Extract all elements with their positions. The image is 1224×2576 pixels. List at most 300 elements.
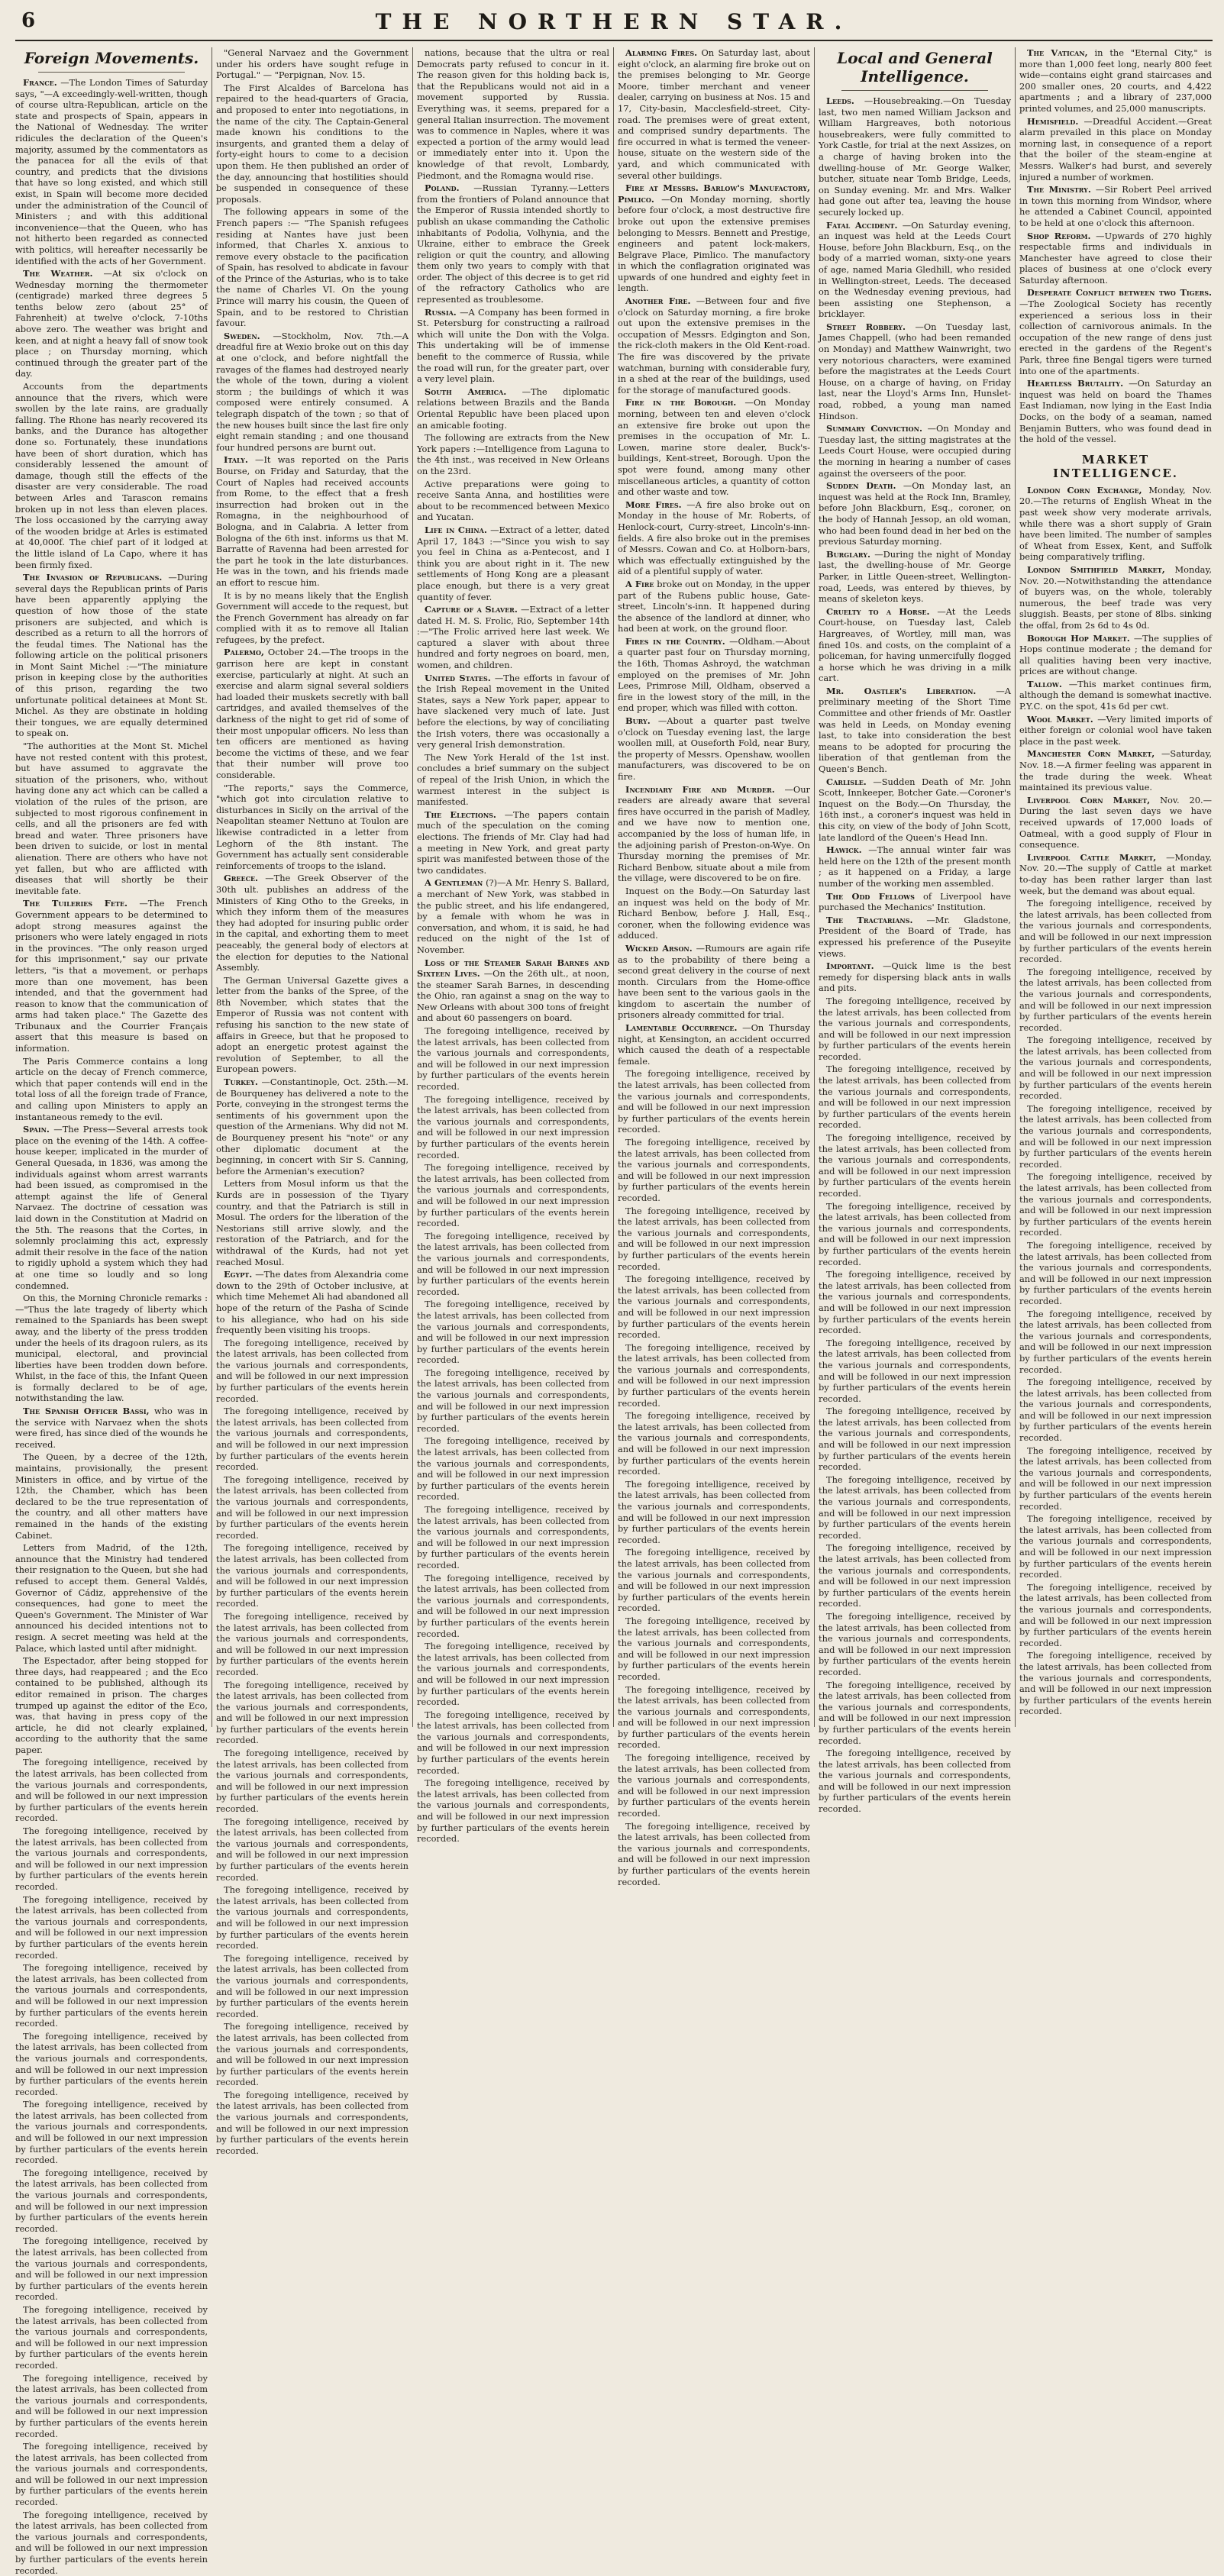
continued-text: The foregoing intelligence, received by the latest arrivals, has been collected from the various journals and correspondents, and will be followed in our next impression by further particulars of the events herein recorded. [417,1572,609,1639]
article-text: —On Thursday night, at Kensington, an accident occurred which caused the death of a respectable female. [618,1022,810,1067]
article-paragraph [1019,633,1212,677]
article-lead: Wool Market. [1027,713,1093,725]
article-lead: Greece. [224,873,259,884]
column-rule [613,47,614,1727]
article-paragraph [1019,564,1212,631]
article-lead: The Tractarians. [826,914,913,925]
continued-text: The foregoing intelligence, received by the latest arrivals, has been collected from the various journals and correspondents, and will be followed in our next impression by further particulars of the events herein recorded. [618,1410,810,1477]
article-text: Nov. 20.—During the last seven days we have received upwards of 17,000 loads of Oatmeal, with a good supply of Flour in consequence. [1019,794,1212,851]
article-paragraph [216,331,409,454]
article-text: —Oldham.—About a quarter past four on Thursday morning, the 16th, Thomas Ashroyd, the watchman employed on the premises of Mr. John Lees, Primrose Mill, Oldham, observed a fire in the lowest story of the mill, in the end proper, which was filled with cotton. [618,635,810,714]
article-paragraph [1019,748,1212,792]
article-paragraph [819,776,1011,844]
article-lead: Carlisle. [826,776,867,787]
article-lead: United States. [425,672,491,683]
article-paragraph [618,499,810,577]
article-lead: Manchester Corn Market, [1027,748,1155,760]
column-4 [618,47,811,1887]
continued-text: The foregoing intelligence, received by the latest arrivals, has been collected from the various journals and correspondents, and will be followed in our next impression by further particulars of the events herein recorded. [1019,1650,1212,1717]
article-paragraph [1019,679,1212,712]
article-lead: Palermo, [224,647,264,658]
article-lead: The Tuileries Fete. [23,898,128,909]
article-text: —The diplomatic relations between Brazils and the Banda Oriental Republic have been placed upon an amicable footing. [417,386,609,431]
article-paragraph [618,295,810,395]
continued-text: The foregoing intelligence, received by the latest arrivals, has been collected from the various journals and correspondents, and will be followed in our next impression by further particulars of the events herein recorded. [15,2441,208,2508]
article-paragraph [216,47,409,81]
article-text: The German Universal Gazette gives a letter from the banks of the Spree, of the 8th November, which states that the Emperor of Russia was not content with refusing his sanction to the new state of affairs in Greece, but that he proposed to adopt an energetic protest against the revolution of September, to all the European powers. [216,974,409,1075]
article-text: —On Tuesday last, James Chappell, (who had been remanded on Monday) and Matthew Wainwright, two very notorious characters, were examined before the magistrates at the Leeds Court House, on a charge of having, on Friday last, near the Lloyd's Arms Inn, Hunslet-road, robbed, a young man named Hindson. [819,321,1012,421]
article-lead: A Fire [625,578,654,589]
article-text: —A preliminary meeting of the Short Time Committee and other friends of Mr. Oastler was held in Leeds, on Monday evening last, to take into consideration the best means to be adopted for procuring the liberation of that gentleman from the Queen's Bench. [819,685,1011,775]
article-text: —This market continues firm, although the demand is somewhat inactive. P.Y.C. on the spot, 41s 6d per cwt. [1019,678,1212,712]
article-lead: London Corn Exchange, [1027,484,1142,496]
article-lead: Mr. Oastler's Liberation. [826,685,977,696]
article-paragraph [15,268,208,379]
article-text: —Sir Robert Peel arrived in town this morning from Windsor, where he attended a Cabinet Council, appointed to be held at one o'clock this afternoon. [1019,184,1212,228]
heading-rule [38,72,185,73]
article-paragraph [1019,714,1212,747]
continued-text: The foregoing intelligence, received by the latest arrivals, has been collected from the various journals and correspondents, and will be followed in our next impression by further particulars of the events herein recorded. [15,1757,208,1824]
article-paragraph [216,647,409,780]
article-paragraph [417,525,609,602]
continued-text: The foregoing intelligence, received by the latest arrivals, has been collected from the various journals and correspondents, and will be followed in our next impression by further particulars of the events herein recorded. [618,1205,810,1272]
article-text: —The dates from Alexandria come down to the 29th of October inclusive, at which time Mehemet Ali had abandoned all hope of the return of the Pasha of Scinde to his allegiance, who had on his side frequently been visiting his troops. [216,1269,409,1336]
article-paragraph [15,77,208,266]
article-text: —Extract of a letter, dated April 17, 1843 :—"Since you wish to say you feel in China as a-Pentecost, and I think you are about right in it. The new settlements of Hong Kong are a pleasant place enough, but there is a very great quantity of fever. [417,524,610,602]
article-text: —It was reported on the Paris Bourse, on Friday and Saturday, that the Court of Naples had received accounts from Rome, to the effect that a fresh insurrection had broken out in the Romagna, in the neighbourhood of Bologna, and in Calabria. A letter from Bologna of the 6th inst. informs us that M. Barratte of Ravenna had been arrested for the part he took in the late disturbances. He was in the town, and his friends made an effort to rescue him. [216,454,409,588]
article-text: On Saturday last, about eight o'clock, an alarming fire broke out on the premises belonging to Mr. George Moore, timber merchant and veneer dealer, carrying on business at Nos. 15 and 17, City-basin, Macclesfield-street, City-road. The premises were of great extent, and comprised sundry departments. The fire occurred in what is termed the veneer-house, situate on the western side of the yard, and which communicated with several other buildings. [618,47,810,181]
article-lead: A Gentleman [425,877,483,889]
continued-text: The foregoing intelligence, received by the latest arrivals, has been collected from the various journals and correspondents, and will be followed in our next impression by further particulars of the events herein recorded. [819,1406,1011,1473]
article-paragraph [618,784,810,884]
article-paragraph [819,686,1011,775]
article-paragraph [417,957,609,1025]
article-text: —Russian Tyranny.—Letters from the frontiers of Poland announce that the Emperor of Russia intended shortly to publish an ukase commanding the Catholic inhabitants of Podolia, Volhynia, and the Ukraine, either to embrace the Greek religion or quit the country, and allowing them only two years to comply with that order. The object of this decree is to get rid of the refractory Catholics who are represented as troublesome. [417,182,609,305]
article-paragraph [417,479,609,523]
article-text: On this, the Morning Chronicle remarks :—"Thus the late tragedy of liberty which remained to the Spaniards has been swept away, and the liberty of the press trodden under the heels of its dragoon rulers, as its municipal, electoral, and provincial liberties have been trodden down before. Whilst, in the face of this, the Infant Queen is formally declared to be of age, notwithstanding the law. [15,1293,208,1404]
continued-text: The foregoing intelligence, received by the latest arrivals, has been collected from the various journals and correspondents, and will be followed in our next impression by further particulars of the events herein recorded. [1019,1513,1212,1580]
continued-text: The foregoing intelligence, received by the latest arrivals, has been collected from the various journals and correspondents, and will be followed in our next impression by further particulars of the events herein recorded. [1019,1035,1212,1102]
article-text: The First Alcaldes of Barcelona has repaired to the head-quarters of Gracia, and proposed to enter into negotiations, in the name of the city. The Captain-General made known his conditions to the insurgents, and granted them a delay of forty-eight hours to come to a decision upon them. He then published an order of the day, announcing that hostilities should be suspended in consequence of these proposals. [216,82,409,205]
article-text: —On Saturday an inquest was held on board the Thames East Indiaman, now lying in the East India Docks, on the body of a seaman, named Benjamin Butters, who was found dead in the hold of the vessel. [1019,378,1212,445]
article-paragraph [417,307,609,385]
article-paragraph [15,1406,208,1450]
article-lead: The Vatican, [1027,47,1088,58]
continued-text: The foregoing intelligence, received by the latest arrivals, has been collected from the various journals and correspondents, and will be followed in our next impression by further particulars of the events herein recorded. [417,1504,609,1570]
continued-text: The foregoing intelligence, received by the latest arrivals, has been collected from the various journals and correspondents, and will be followed in our next impression by further particulars of the events herein recorded. [15,2303,208,2371]
article-lead: Desperate Conflict between two Tigers. [1027,287,1212,299]
article-paragraph [618,47,810,181]
column-1 [15,47,208,2576]
continued-text: The foregoing intelligence, received by the latest arrivals, has been collected from the various journals and correspondents, and will be followed in our next impression by further particulars of the events herein recorded. [216,1337,409,1404]
article-lead: The Spanish Officer Bassi, [23,1406,150,1417]
article-text: Active preparations were going to receive Santa Anna, and hostilities were about to be recommenced between Mexico and Yucatan. [417,478,609,523]
continued-text: The foregoing intelligence, received by the latest arrivals, has been collected from the various journals and correspondents, and will be followed in our next impression by further particulars of the events herein recorded. [216,1474,409,1541]
continued-text: The foregoing intelligence, received by the latest arrivals, has been collected from the various journals and correspondents, and will be followed in our next impression by further particulars of the events herein recorded. [417,1025,609,1093]
market-intelligence-heading: MARKET INTELLIGENCE. [1053,452,1178,480]
column-rule [1015,47,1016,1727]
article-lead: Street Robbery. [826,321,906,332]
continued-text: The foregoing intelligence, received by the latest arrivals, has been collected from the various journals and correspondents, and will be followed in our next impression by further particulars of the events herein recorded. [417,1777,609,1845]
article-lead: Important. [826,960,874,972]
article-text: —Between four and five o'clock on Saturday morning, a fire broke out upon the extensive premises in the occupation of Messrs. Edgington and Son, the rick-cloth makers in the Old Kent-road. The fire was discovered by the private watchman, burning with considerable fury, in a shed at the rear of the buildings, used for the storage of manufactured goods. [618,295,810,395]
article-text: —The Greek Observer of the 30th ult. publishes an address of the Ministers of King Otho to the Greeks, in which they inform them of the measures they had adopted for insuring public order in the capital, and exhorting them to meet peaceably, the general body of electors at the election for deputies to the National Assembly. [216,873,409,973]
article-lead: Wicked Arson. [625,942,693,954]
article-text: The Queen, by a decree of the 12th, maintains, provisionally, the present Ministers in office, and by virtue of the 12th, the Chamber, which has been declared to be the true representation of the country, and all other matters have remained in the hands of the existing Cabinet. [15,1451,208,1541]
continued-text: The foregoing intelligence, received by the latest arrivals, has been collected from the various journals and correspondents, and will be followed in our next impression by further particulars of the events herein recorded. [819,1269,1011,1336]
article-text: —The papers contain much of the speculation on the coming elections. The friends of Mr. Clay had had a meeting in New York, and great party spirit was manifested between those of the two candidates. [417,809,609,876]
article-paragraph [618,715,810,783]
article-text: —Extract of a letter dated H. M. S. Frolic, Rio, September 14th :—"The Frolic arrived here last week. We captured a slaver with about three hundred and forty negroes on board, men, women, and children. [417,604,609,671]
article-paragraph [618,579,810,634]
continued-text: The foregoing intelligence, received by the latest arrivals, has been collected from the various journals and correspondents, and will be followed in our next impression by further particulars of the events herein recorded. [819,1679,1011,1746]
newspaper-title: THE NORTHERN STAR. [375,9,853,34]
article-paragraph [1019,287,1212,376]
article-paragraph [1019,184,1212,228]
article-lead: Incendiary Fire and Murder. [625,783,775,795]
article-lead: Lamentable Occurrence. [625,1022,738,1034]
article-paragraph [618,943,810,1021]
article-text: —On Monday morning, shortly before four o'clock, a most destructive fire broke out upon the extensive premises belonging to Messrs. Bennett and Prestige, engineers and patent lock-makers, Belgrave Place, Pimlico. The manufactory in which the conflagration originated was upwards of one hundred and eighty feet in length. [618,193,810,294]
article-paragraph [819,321,1011,421]
continued-text: The foregoing intelligence, received by the latest arrivals, has been collected from the various journals and correspondents, and will be followed in our next impression by further particulars of the events herein recorded. [1019,1581,1212,1648]
article-lead: Alarming Fires. [625,47,698,58]
article-paragraph [216,82,409,205]
article-lead: Shop Reform. [1027,230,1091,241]
article-text: —On Monday last, an inquest was held at the Rock Inn, Bramley, before John Blackburn, Esq., coroner, on the body of Hannah Jessop, an old woman, who had been found dead in her bed on the previous Saturday morning. [819,480,1011,547]
article-text: —At six o'clock on Wednesday morning the thermometer (centigrade) marked three degrees 5 tenths below zero (about 25° of Fahrenheit) at twelve o'clock, 7-10ths above zero. The weather was bright and keen, and at night a heavy fall of snow took place ; on Thursday morning, which continued through the greater part of the day. [15,268,208,379]
article-lead: Turkey. [224,1077,258,1088]
article-text: "The authorities at the Mont St. Michel have not rested content with this protest, but have assumed to aggravate the situation of the prisoners, who, without having done any act which can be called a violation of the rules of the prison, are subjected to most rigorous confinement in cells, and all the prisoners are fed with bread and water. Three prisoners have been driven to suicide, or lost in mental alienation. There are others who have not yet fallen, but who are afflicted with diseases that will shortly be their inevitable fate. [15,741,208,896]
column-2 [216,47,409,2156]
continued-text: The foregoing intelligence, received by the latest arrivals, has been collected from the various journals and correspondents, and will be followed in our next impression by further particulars of the events herein recorded. [417,1641,609,1708]
article-text: —On Monday morning, between ten and eleven o'clock an extensive fire broke out upon the premises in the occupation of Mr. L. Lowen, marine store dealer, Buck's-buildings, Kent-street, Borough. Upon the spot were found, among many other miscellaneous articles, a quantity of cotton and other waste and tow. [618,397,811,498]
article-text: The New York Herald of the 1st inst. concludes a brief summary on the subject of repeal of the Irish Union, in which the warmest interest in the subject is manifested. [417,751,609,808]
article-text: —Stockholm, Nov. 7th.—A dreadful fire at Wexio broke out on this day at one o'clock, and before nightfall the ravages of the flames had destroyed nearly the whole of the town, during a violent storm ; the buildings of which it was composed were entirely consumed. A telegraph dispatch of the town ; so that of the new houses built since the last fire only eight remain standing ; and one thousand four hundred persons are burnt out. [216,330,409,453]
article-paragraph [819,606,1011,684]
article-text: Monday, Nov. 20.—The returns of English Wheat in the past week show very moderate arrivals, while there was a short supply of Grain have been limited. The number of samples of Wheat from Essex, Kent, and Suffolk being comparatively trifling. [1019,484,1212,563]
article-paragraph [417,809,609,876]
column-rule [412,47,413,1727]
continued-text: The foregoing intelligence, received by the latest arrivals, has been collected from the various journals and correspondents, and will be followed in our next impression by further particulars of the events herein recorded. [417,1162,609,1229]
article-text: The Espectador, after being stopped for three days, had reappeared ; and the Eco contained to be published, although its editor remained in prison. The charges trumped up against the editor of the Eco, was, that having in press copy of the article, he did not clearly explained, according to the authority that the same paper. [15,1655,208,1755]
article-paragraph [1019,485,1212,563]
column-rule [814,47,815,1727]
article-text: —Very limited imports of either foreign or colonial wool have taken place in the past week. [1019,713,1212,747]
continued-text: The foregoing intelligence, received by the latest arrivals, has been collected from the various journals and correspondents, and will be followed in our next impression by further particulars of the events herein recorded. [417,1709,609,1776]
article-text: —During the night of Monday last, the dwelling-house of Mr. George Parker, in Little Queen-street, Wellington-road, Leeds, was entered by thieves, by means of skeleton keys. [819,548,1011,605]
continued-text: The foregoing intelligence, received by the latest arrivals, has been collected from the various journals and correspondents, and will be followed in our next impression by further particulars of the events herein recorded. [1019,1171,1212,1238]
article-lead: Russia. [425,306,457,318]
article-lead: Egypt. [224,1269,253,1280]
continued-text: The foregoing intelligence, received by the latest arrivals, has been collected from the various journals and correspondents, and will be followed in our next impression by further particulars of the events herein recorded. [216,2021,409,2088]
article-paragraph [216,783,409,872]
article-text: Inquest on the Body.—On Saturday last an inquest was held on the body of Mr. Richard Benbow, before J. Hall, Esq., coroner, when the following evidence was adduced. [618,885,810,941]
continued-text: The foregoing intelligence, received by the latest arrivals, has been collected from the various journals and correspondents, and will be followed in our next impression by further particulars of the events herein recorded. [819,1200,1011,1267]
article-text: —The Zoological Society has recently experienced a serious loss in their collection of carnivorous animals. In the occupation of the new range of dens just erected in the gardens of the Regent's Park, three fine Bengal tigers were turned into one of the apartments. [1019,299,1212,376]
continued-text: The foregoing intelligence, received by the latest arrivals, has been collected from the various journals and correspondents, and will be followed in our next impression by further particulars of the events herein recorded. [618,1615,810,1682]
article-text: —Rumours are again rife as to the probability of there being a second great delivery in the course of next month. Circulars from the Home-office have been sent to the various gaols in the kingdom to ascertain the number of prisoners already committed for trial. [618,942,811,1021]
article-paragraph [819,844,1011,889]
article-paragraph [1019,795,1212,851]
article-text: —The efforts in favour of the Irish Repeal movement in the United States, says a New York paper, appear to have slackened very much of late. Just before the elections, by way of conciliating the Irish voters, there was occasionally a very general Irish demonstration. [417,672,610,751]
article-lead: Life in China. [425,524,487,535]
article-paragraph [15,898,208,1054]
article-paragraph [216,1077,409,1177]
continued-text: The foregoing intelligence, received by the latest arrivals, has been collected from the various journals and correspondents, and will be followed in our next impression by further particulars of the events herein recorded. [819,1748,1011,1815]
continued-text: The foregoing intelligence, received by the latest arrivals, has been collected from the various journals and correspondents, and will be followed in our next impression by further particulars of the events herein recorded. [15,2099,208,2166]
continued-text: The foregoing intelligence, received by the latest arrivals, has been collected from the various journals and correspondents, and will be followed in our next impression by further particulars of the events herein recorded. [216,1406,409,1473]
continued-text: The foregoing intelligence, received by the latest arrivals, has been collected from the various journals and correspondents, and will be followed in our next impression by further particulars of the events herein recorded. [819,1610,1011,1677]
continued-text: The foregoing intelligence, received by the latest arrivals, has been collected from the various journals and correspondents, and will be followed in our next impression by further particulars of the events herein recorded. [618,1820,810,1887]
continued-text: The foregoing intelligence, received by the latest arrivals, has been collected from the various journals and correspondents, and will be followed in our next impression by further particulars of the events herein recorded. [618,1478,810,1545]
article-paragraph [15,1542,208,1654]
article-paragraph [618,1022,810,1067]
article-lead: The Odd Fellows [826,890,915,902]
continued-text: The foregoing intelligence, received by the latest arrivals, has been collected from the various journals and correspondents, and will be followed in our next impression by further particulars of the events herein recorded. [618,1273,810,1341]
article-lead: Capture of a Slaver. [425,604,518,615]
article-text: —Mr. Gladstone, President of the Board of Trade, has expressed his preference of the Puseyite views. [819,914,1011,959]
article-text: nations, because that the ultra or real Democrats party refused to concur in it. The reason given for this holding back is, that the Republicans would not aid in a movement supported by Russia. Everything was, it seems, prepared for a general Italian insurrection. The movement was to commence in Naples, where it was expected a portion of the army would lead or immediately enter into it. Upon the knowledge of that revolt, Lombardy, Piedmont, and the Romagna would rise. [417,47,609,181]
article-text: —Quick lime is the best remedy for dispersing black ants in walls and pits. [819,960,1011,994]
article-paragraph [15,741,208,896]
continued-text: The foregoing intelligence, received by the latest arrivals, has been collected from the various journals and correspondents, and will be followed in our next impression by further particulars of the events herein recorded. [618,1068,810,1135]
continued-text: The foregoing intelligence, received by the latest arrivals, has been collected from the various journals and correspondents, and will be followed in our next impression by further particulars of the events herein recorded. [216,1816,409,1883]
column-3 [417,47,610,1845]
article-paragraph [417,752,609,808]
continued-text: The foregoing intelligence, received by the latest arrivals, has been collected from the various journals and correspondents, and will be followed in our next impression by further particulars of the events herein recorded. [417,1230,609,1297]
article-text: —The supplies of Hops continue moderate ; the demand for all qualities having been very inactive, prices are without change. [1019,632,1212,677]
continued-text: The foregoing intelligence, received by the latest arrivals, has been collected from the various journals and correspondents, and will be followed in our next impression by further particulars of the events herein recorded. [15,2235,208,2303]
section-heading: Foreign Movements. [24,49,199,67]
article-lead: Liverpool Cattle Market, [1027,851,1157,863]
article-paragraph [1019,231,1212,286]
article-text: —The French Government appears to be determined to adopt strong measures against the prisoners who were lately engaged in riots in the provinces. "The only reason urged for this imprisonment," say our private letters, "is that a movement, or perhaps more than one movement, has been intended, and that the government had reason to know that the communication of arms had taken place." The Gazette des Tribunaux and the Courrier Français assert that this measure is based on information. [15,898,208,1054]
continued-text: The foregoing intelligence, received by the latest arrivals, has been collected from the various journals and correspondents, and will be followed in our next impression by further particulars of the events herein recorded. [1019,1102,1212,1170]
article-paragraph [819,960,1011,994]
article-lead: The Invasion of Republicans. [23,572,163,583]
article-paragraph [216,1269,409,1336]
article-text: —The annual winter fair was held here on the 12th of the present month ; as it happened on a Friday, a large number of the working men assembled. [819,844,1011,889]
article-paragraph [1019,378,1212,445]
article-lead: Fires in the Country. [625,635,725,647]
article-text: —Upwards of 270 highly respectable firms and individuals in Manchester have agreed to close their places of business at one o'clock every Saturday afternoon. [1019,230,1212,286]
article-text: Letters from Madrid, of the 12th, announce that the Ministry had tendered their resignation to the Queen, but she had refused to accept them. General Valdés, Governor of Cádiz, apprehensive of the consequences, had gone to meet the Queen's Government. The Minister of War announced his decided intentions not to resign. A secret meeting was held at the Palace, which lasted until after midnight. [15,1542,208,1654]
article-paragraph [15,1056,208,1123]
article-paragraph [15,1293,208,1404]
article-text: —A Company has been formed in St. Petersburg for constructing a railroad which will unite the Don with the Volga. This undertaking will be of immense benefit to the commerce of Russia, while the road will run, for the greater part, over a very level plain. [417,306,609,385]
article-text: —On Saturday evening, an inquest was held at the Leeds Court House, before John Blackburn, Esq., on the body of a married woman, sixty-one years of age, named Maria Gledhill, who resided in Wellington-street, Leeds. The deceased on the Wednesday evening previous, had been assisting one Stephenson, a bricklayer. [819,219,1011,320]
continued-text: The foregoing intelligence, received by the latest arrivals, has been collected from the various journals and correspondents, and will be followed in our next impression by further particulars of the events herein recorded. [1019,1239,1212,1306]
continued-text: The foregoing intelligence, received by the latest arrivals, has been collected from the various journals and correspondents, and will be followed in our next impression by further particulars of the events herein recorded. [1019,1377,1212,1444]
continued-text: The foregoing intelligence, received by the latest arrivals, has been collected from the various journals and correspondents, and will be followed in our next impression by further particulars of the events herein recorded. [1019,1308,1212,1375]
continued-text: The foregoing intelligence, received by the latest arrivals, has been collected from the various journals and correspondents, and will be followed in our next impression by further particulars of the events herein recorded. [15,2167,208,2234]
article-paragraph [417,673,609,751]
article-text: of Liverpool have purchased the Mechanics' Institution. [819,890,1011,913]
article-text: It is by no means likely that the English Government will accede to the request, but the French Government has already on far complied with it as to remove all Italian refugees, by the prefect. [216,589,409,645]
article-lead: Loss of the Steamer Sarah Barnes and Sixteen Lives. [417,957,609,980]
continued-text: The foregoing intelligence, received by the latest arrivals, has been collected from the various journals and correspondents, and will be followed in our next impression by further particulars of the events herein recorded. [417,1435,609,1503]
article-lead: Sudden Death. [826,480,896,492]
article-paragraph [1019,852,1212,896]
article-lead: The Ministry. [1027,184,1091,195]
article-paragraph [618,397,810,497]
continued-text: The foregoing intelligence, received by the latest arrivals, has been collected from the various journals and correspondents, and will be followed in our next impression by further particulars of the events herein recorded. [1019,898,1212,965]
article-paragraph [15,572,208,739]
article-paragraph [216,1178,409,1267]
article-lead: Cruelty to a Horse. [826,605,930,617]
newspaper-page [15,6,1213,2576]
article-lead: The Elections. [425,809,496,820]
article-text: "The reports," says the Commerce, "which got into circulation relative to disturbances in Sicily on the arrival of the Neapolitan steamer Nettuno at Toulon are likewise contradicted in a letter from Leghorn of the 8th instant. The Government has actually sent considerable reinforcements of troops to the island. [216,782,409,871]
continued-text: The foregoing intelligence, received by the latest arrivals, has been collected from the various journals and correspondents, and will be followed in our next impression by further particulars of the events herein recorded. [819,995,1011,1062]
article-text: —Saturday, Nov. 18.—A firmer feeling was apparent in the trade during the week. Wheat maintained its previous value. [1019,748,1212,793]
continued-text: The foregoing intelligence, received by the latest arrivals, has been collected from the various journals and correspondents, and will be followed in our next impression by further particulars of the events herein recorded. [819,1474,1011,1541]
article-paragraph [15,1451,208,1541]
article-text: —The London Times of Saturday says, "—A exceedingly-well-written, though of course ultra-Republican, article on the state and prospects of Spain, appears in the National of Wednesday. The writer ridicules the declaration of the Queen's majority, assumed by the commentators as the panacea for all the evils of that country, and predicts that the divisions that have so long existed, and which still exist, in Spain will become more decided under the administration of the Council of Ministers ; and with this additional inconvenience—that the Queen, who has not hitherto been regarded as connected with politics, will hereafter necessarily be identified with the acts of her Government. [15,77,208,266]
continued-text: The foregoing intelligence, received by the latest arrivals, has been collected from the various journals and correspondents, and will be followed in our next impression by further particulars of the events herein recorded. [216,1542,409,1609]
article-paragraph [618,886,810,941]
continued-text: The foregoing intelligence, received by the latest arrivals, has been collected from the various journals and correspondents, and will be followed in our next impression by further particulars of the events herein recorded. [216,1679,409,1746]
article-text: who was in the service with Narvaez when the shots were fired, has since died of the wounds he received. [15,1406,208,1450]
continued-text: The foregoing intelligence, received by the latest arrivals, has been collected from the various journals and correspondents, and will be followed in our next impression by further particulars of the events herein recorded. [618,1752,810,1819]
article-text: in the "Eternal City," is more than 1,000 feet long, nearly 800 feet wide—contains eight grand staircases and 200 smaller ones, 20 courts, and 4,422 apartments ; and a library of 237,000 printed volumes, and 25,000 manuscripts. [1019,47,1212,114]
article-text: —On Monday and Tuesday last, the sitting magistrates at the Leeds Court House, were occupied during the morning in hearing a number of cases against the overseers of the poor. [819,423,1011,479]
article-paragraph [417,432,609,476]
article-text: —During several days the Republican prints of Paris have been apparently applying the question of how those of the state prisoners are subjected, and which is described as a return to all the horrors of the feudal times. The National has the following article on the political prisoners in Mont Saint Michel :—"The miniature prison in keeping close by the authorities of this prison, regarding the two unfortunate political detainees at Mont St. Michel. As they are obstinate in holding their tongues, we are equally determined to speak on. [15,572,208,739]
article-paragraph [15,1655,208,1755]
article-text: October 24.—The troops in the garrison here are kept in constant exercise, particularly at night. At such an exercise and alarm signal several soldiers had loaded their muskets secretly with ball cartridges, and availed themselves of the darkness of the night to get rid of some of their most unpopular officers. No less than ten officers are mentioned as having become the victims of these, and we fear that their number will prove too considerable. [216,647,409,780]
article-lead: Italy. [224,454,248,466]
article-paragraph [819,891,1011,913]
continued-text: The foregoing intelligence, received by the latest arrivals, has been collected from the various journals and correspondents, and will be followed in our next impression by further particulars of the events herein recorded. [15,1825,208,1892]
article-lead: Tallow. [1027,678,1062,689]
continued-text: The foregoing intelligence, received by the latest arrivals, has been collected from the various journals and correspondents, and will be followed in our next impression by further particulars of the events herein recorded. [417,1367,609,1434]
continued-text: The foregoing intelligence, received by the latest arrivals, has been collected from the various journals and correspondents, and will be followed in our next impression by further particulars of the events herein recorded. [15,1893,208,1961]
column-5 [819,47,1012,1815]
continued-text: The foregoing intelligence, received by the latest arrivals, has been collected from the various journals and correspondents, and will be followed in our next impression by further particulars of the events herein recorded. [618,1547,810,1614]
continued-text: The foregoing intelligence, received by the latest arrivals, has been collected from the various journals and correspondents, and will be followed in our next impression by further particulars of the events herein recorded. [15,2509,208,2576]
column-area [15,47,1213,2576]
article-lead: Leeds. [826,95,854,106]
article-text: Accounts from the departments announce that the rivers, which were swollen by the late rains, are gradually falling. The Rhone has nearly recovered its banks, and the Durance has altogether done so. Fortunately, these inundations have been of short duration, which has considerably lessened the amount of damage, though still the effects of the disaster are very considerable. The road between Arles and Tarascon remains broken up in not less than eleven places. The loss occasioned by the carrying away of the wooden bridge at Arles is estimated at 40,000f. The chief part of it lodged at the little island of La Capo, where it has been firmly fixed. [15,381,208,570]
article-lead: Poland. [425,182,460,194]
article-paragraph [216,590,409,646]
article-text: —Constantinople, Oct. 25th.—M. de Bourqueney has delivered a note to the Porte, conveying in the strongest terms the sentiments of his government upon the question of the Armenians. Why did not M. de Bourqueney present his "note" or any other diplomatic document at the beginning, in concert with Sir S. Canning, before the Armenian's execution? [216,1077,409,1177]
article-text: Monday, Nov. 20.—Notwithstanding the attendance of buyers was, on the whole, tolerably numerous, the beef trade was very sluggish. Beasts, per stone of 8lbs. sinking the offal, from 2s 6d to 4s 0d. [1019,563,1212,631]
continued-text: The foregoing intelligence, received by the latest arrivals, has been collected from the various journals and correspondents, and will be followed in our next impression by further particulars of the events herein recorded. [618,1341,810,1409]
continued-text: The foregoing intelligence, received by the latest arrivals, has been collected from the various journals and correspondents, and will be followed in our next impression by further particulars of the events herein recorded. [417,1093,609,1160]
continued-text: The foregoing intelligence, received by the latest arrivals, has been collected from the various journals and correspondents, and will be followed in our next impression by further particulars of the events herein recorded. [15,2372,208,2439]
article-paragraph [15,1124,208,1291]
continued-text: The foregoing intelligence, received by the latest arrivals, has been collected from the various journals and correspondents, and will be followed in our next impression by further particulars of the events herein recorded. [819,1064,1011,1131]
article-text: —A fire also broke out on Monday in the house of Mr. Roberts, of Henlock-court, Curry-street, Lincoln's-inn-fields. A fire also broke out in the premises of Messrs. Cowan and Co. at Holborn-bars, which was effectually extinguished by the aid of a plentiful supply of water. [618,499,811,577]
continued-text: The foregoing intelligence, received by the latest arrivals, has been collected from the various journals and correspondents, and will be followed in our next impression by further particulars of the events herein recorded. [618,1683,810,1751]
article-lead: Spain. [23,1124,50,1135]
article-text: —The Press—Several arrests took place on the evening of the 14th. A coffee-house keeper, implicated in the murder of General Quesada, in 1836, was among the individuals against whom arrest warrants had been issued, as compromised in the attempt against the life of General Narvaez. The doctrine of cessation was laid down in the Constitution at Madrid on the 5th. The reasons that the Cortes, in solemnly proclaiming this act, expressly admit their resolve in the face of the nation to rigidly uphold a system which they had at one time so loudly and so long condemned. [15,1124,208,1291]
article-paragraph [417,604,609,671]
article-text: —Dreadful Accident.—Great alarm prevailed in this place on Monday morning last, in consequence of a report that the boiler of the steam-engine at Messrs. Walker's had burst, and severely injured a number of workmen. [1019,115,1212,182]
article-text: The Paris Commerce contains a long article on the decay of French commerce, which that paper contends will end in the total loss of all the foreign trade of France, and calling upon Ministers to apply an instantaneous remedy to the evil. [15,1055,208,1122]
article-paragraph [819,423,1011,479]
continued-text: The foregoing intelligence, received by the latest arrivals, has been collected from the various journals and correspondents, and will be followed in our next impression by further particulars of the events herein recorded. [15,2030,208,2097]
article-paragraph [819,915,1011,959]
article-text: (?)—A Mr. Henry S. Ballard, a merchant of New York, was stabbed in the public street, and his life endangered, by a female with whom he was in conversation, and whom, it is said, he had reduced on the night of the 1st of November. [417,877,610,955]
continued-text: The foregoing intelligence, received by the latest arrivals, has been collected from the various journals and correspondents, and will be followed in our next impression by further particulars of the events herein recorded. [618,1137,810,1203]
article-paragraph [417,47,609,181]
page-number: 6 [21,9,36,32]
continued-text: The foregoing intelligence, received by the latest arrivals, has been collected from the various journals and correspondents, and will be followed in our next impression by further particulars of the events herein recorded. [216,2089,409,2156]
article-lead: France. [23,77,57,88]
article-lead: Another Fire. [625,295,691,307]
article-lead: More Fires. [625,499,682,510]
continued-text: The foregoing intelligence, received by the latest arrivals, has been collected from the various journals and correspondents, and will be followed in our next impression by further particulars of the events herein recorded. [216,1610,409,1677]
article-paragraph [216,454,409,588]
article-text: Letters from Mosul inform us that the Kurds are in possession of the Tiyary country, and that the Patriarch is still in Mosul. The orders for the liberation of the Nestorians still arrive slowly, and the restoration of the Patriarch, and for the withdrawal of the Kurds, had not yet reached Mosul. [216,1178,409,1267]
article-paragraph [819,95,1011,218]
article-text: —About a quarter past twelve o'clock on Tuesday evening last, the large woollen mill, at Ouseforth Fold, near Bury, the property of Messrs. Openshaw, woollen manufacturers, was discovered to be on fire. [618,715,810,782]
article-lead: Heartless Brutality. [1027,378,1124,389]
article-text: —Our readers are already aware that several fires have occurred in the parish of Madley, and we have now to mention one, accompanied by the loss of human life, in the adjoining parish of Preston-on-Wye. On Thursday morning the premises of Mr. Richard Benbow, situate about a mile from the village, were discovered to be on fire. [618,783,810,884]
continued-text: The foregoing intelligence, received by the latest arrivals, has been collected from the various journals and correspondents, and will be followed in our next impression by further particulars of the events herein recorded. [819,1337,1011,1404]
continued-text: The foregoing intelligence, received by the latest arrivals, has been collected from the various journals and correspondents, and will be followed in our next impression by further particulars of the events herein recorded. [216,1884,409,1951]
article-paragraph [216,206,409,329]
article-lead: Hawick. [826,844,862,856]
column-6 [1019,47,1212,1727]
article-paragraph [1019,116,1212,183]
continued-text: The foregoing intelligence, received by the latest arrivals, has been collected from the various journals and correspondents, and will be followed in our next impression by further particulars of the events herein recorded. [15,1962,208,2029]
article-paragraph [819,480,1011,547]
article-lead: Liverpool Corn Market, [1027,794,1151,805]
continued-text: The foregoing intelligence, received by the latest arrivals, has been collected from the various journals and correspondents, and will be followed in our next impression by further particulars of the events herein recorded. [1019,966,1212,1033]
article-text: broke out on Monday, in the upper part of the Rubens public house, Gate-street, Lincoln's-inn. It happened during the absence of the landlord at dinner, who had been at work, on the ground floor. [618,578,810,634]
article-paragraph [417,877,609,955]
continued-text: The foregoing intelligence, received by the latest arrivals, has been collected from the various journals and correspondents, and will be followed in our next impression by further particulars of the events herein recorded. [819,1542,1011,1609]
continued-text: The foregoing intelligence, received by the latest arrivals, has been collected from the various journals and correspondents, and will be followed in our next impression by further particulars of the events herein recorded. [1019,1445,1212,1512]
article-text: —Housebreaking.—On Tuesday last, two men named William Jackson and William Hargreaves, both notorious housebreakers, were fully committed to York Castle, for trial at the next Assizes, on a charge of having broken into the dwelling-house of Mr. George Walker, butcher, situate near Tomb Bridge, Leeds, on Sunday evening. Mr. and Mrs. Walker had gone out after tea, leaving the house securely locked up. [819,95,1011,218]
article-lead: The Weather. [23,268,93,279]
article-paragraph [417,386,609,431]
continued-text: The foregoing intelligence, received by the latest arrivals, has been collected from the various journals and correspondents, and will be followed in our next impression by further particulars of the events herein recorded. [216,1748,409,1815]
article-paragraph [15,381,208,570]
article-paragraph [216,975,409,1075]
continued-text: The foregoing intelligence, received by the latest arrivals, has been collected from the various journals and correspondents, and will be followed in our next impression by further particulars of the events herein recorded. [819,1132,1011,1199]
article-text: —At the Leeds Court-house, on Tuesday last, Caleb Hargreaves, of Wortley, mill man, was fined 10s. and costs, on the complaint of a policeman, for having unmercifully flogged a horse which he was driving in a milk cart. [819,605,1012,684]
article-lead: London Smithfield Market, [1027,563,1165,575]
article-lead: Hemisfield. [1027,115,1079,127]
article-lead: Bury. [625,715,651,727]
article-paragraph [417,182,609,305]
masthead [15,6,1213,41]
article-lead: Fire in the Borough. [625,397,737,408]
continued-text: The foregoing intelligence, received by the latest arrivals, has been collected from the various journals and correspondents, and will be followed in our next impression by further particulars of the events herein recorded. [216,1952,409,2019]
article-lead: Fatal Accident. [826,219,898,231]
article-paragraph [819,549,1011,605]
article-paragraph [216,873,409,973]
article-lead: South America. [425,386,507,397]
article-paragraph [618,636,810,714]
article-text: —On the 26th ult., at noon, the steamer Sarah Barnes, in descending the Ohio, ran against a snag on the way to New Orleans with about 300 tons of freight and about 60 passengers on board. [417,968,610,1024]
continued-text: The foregoing intelligence, received by the latest arrivals, has been collected from the various journals and correspondents, and will be followed in our next impression by further particulars of the events herein recorded. [417,1299,609,1366]
article-text: The following appears in some of the French papers :— "The Spanish refugees residing at Nantes have just been informed, that Charles X. anxious to remove every obstacle to the pacification of Spain, has resolved to abdicate in favour of the Prince of the Asturias, who is to take the name of Charles VI. On the young Prince will marry his cousin, the Queen of Spain, and to be restored to Christian favour. [216,206,409,329]
article-paragraph [819,220,1011,320]
article-text: The following are extracts from the New York papers :—Intelligence from Laguna to the 4th inst., was received in New Orleans on the 23rd. [417,432,609,476]
article-paragraph [1019,47,1212,115]
article-lead: Fire at Messrs. Barlow's Manufactory, Pimlico. [618,182,810,205]
article-text: —Monday, Nov. 20.—The supply of Cattle at market to-day has been rather larger than last week, but the demand was about equal. [1019,851,1213,896]
article-text: "General Narvaez and the Government under his orders have sought refuge in Portugal." — "Perpignan, Nov. 15. [216,47,409,81]
heading-rule [841,90,988,91]
